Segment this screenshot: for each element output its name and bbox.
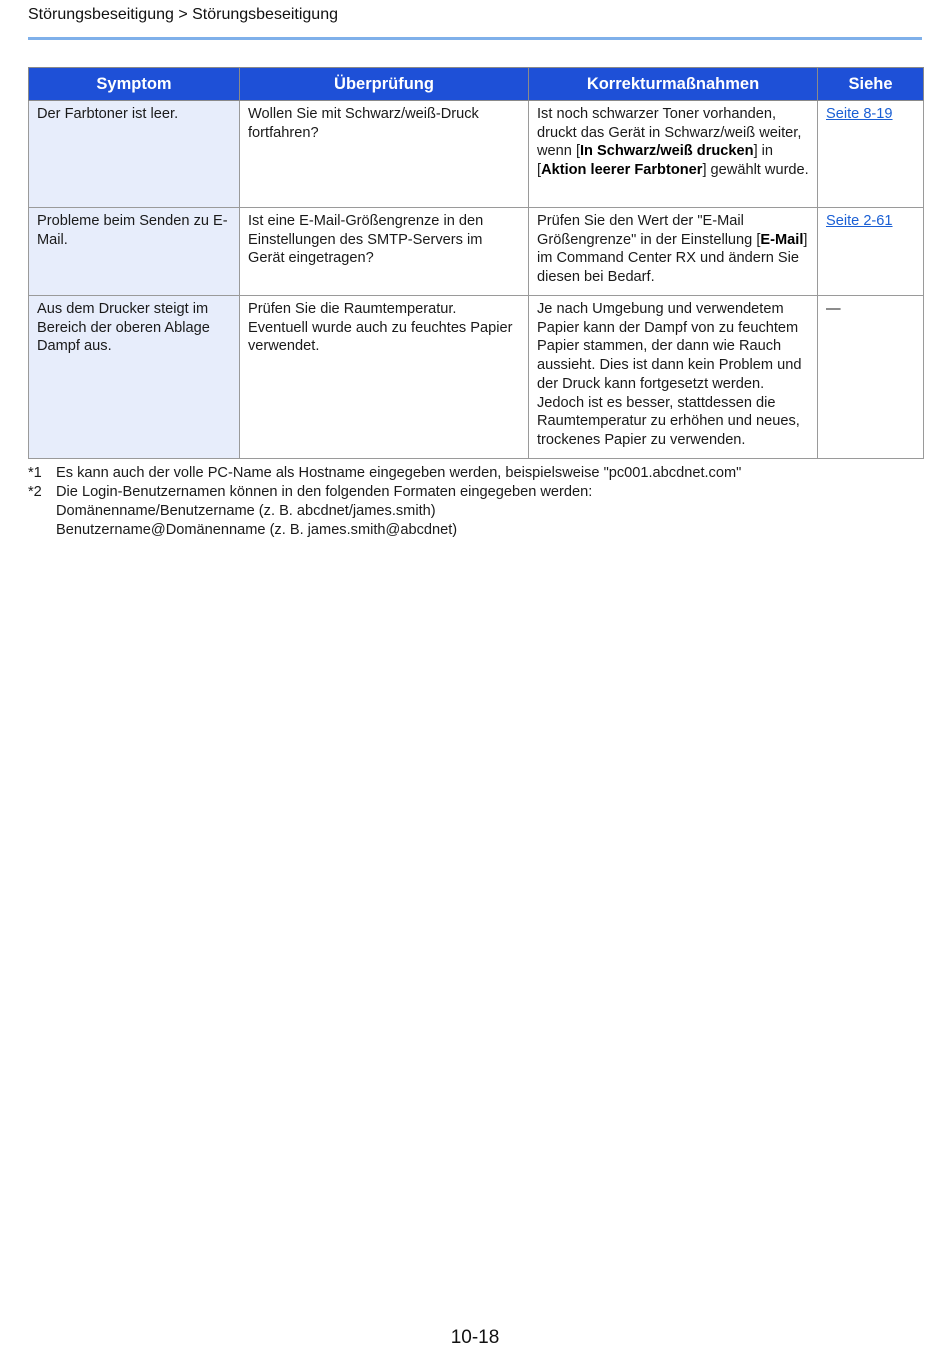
header-fix: Korrekturmaßnahmen [529, 68, 818, 101]
header-rule [28, 37, 922, 40]
see-cell [818, 208, 924, 296]
fix-cell: Je nach Umgebung und verwendetem Papier kann der Dampf von zu feuchtem Papier stammen, der dann wie Rauch aussieht. Dies ist dann kein Problem und der Druck kann fortgesetzt werden. Jedoch ist es besser, stattdessen die Raumtemperatur zu erhöhen und neues, trockenes Papier zu verwenden. [529, 296, 818, 459]
fix-text: Ist noch schwarzer Toner vorhanden, druckt das Gerät in Schwarz/weiß weiter, wenn [ [537, 106, 802, 160]
fix-setting-email: E-Mail [760, 231, 804, 248]
troubleshooting-table [28, 67, 924, 459]
see-page-link[interactable]: Seite 2-61 [826, 213, 893, 229]
check-cell: Wollen Sie mit Schwarz/weiß-Druck fortfahren? [240, 101, 529, 208]
breadcrumb: Störungsbeseitigung > Störungsbeseitigung [28, 6, 338, 23]
table-row [29, 296, 924, 459]
symptom-cell: Der Farbtoner ist leer. [29, 101, 240, 208]
table-row [29, 101, 924, 208]
footnote-mark: *1 [28, 465, 42, 481]
footnote-mark: *2 [28, 484, 42, 500]
fix-text: ] in [ [537, 143, 774, 179]
check-cell: Prüfen Sie die Raumtemperatur. Eventuell wurde auch zu feuchtes Papier verwendet. [240, 296, 529, 459]
fix-cell [529, 208, 818, 296]
footnote-line: Es kann auch der volle PC-Name als Hostname eingegeben werden, beispielsweise "pc001.abcdnet.com" [56, 465, 742, 481]
see-cell [818, 101, 924, 208]
footnote-line: Benutzername@Domänenname (z. B. james.smith@abcdnet) [56, 522, 458, 538]
table-header-row [29, 68, 924, 101]
symptom-cell: Probleme beim Senden zu E-Mail. [29, 208, 240, 296]
see-page-link[interactable]: Seite 8-19 [826, 106, 893, 122]
page-number: 10-18 [450, 1327, 500, 1348]
fix-setting-empty-toner-action: Aktion leerer Farbtoner [541, 162, 703, 179]
header-see: Siehe [818, 68, 924, 101]
fix-cell [529, 101, 818, 208]
footnote-line: Domänenname/Benutzername (z. B. abcdnet/james.smith) [56, 503, 436, 519]
footnote [28, 483, 741, 540]
table-row [29, 208, 924, 296]
footnotes [28, 464, 741, 540]
fix-text: Prüfen Sie den Wert der "E-Mail Größengrenze" in der Einstellung [ [537, 213, 761, 248]
fix-setting-bw-print: In Schwarz/weiß drucken [580, 143, 754, 160]
symptom-cell: Aus dem Drucker steigt im Bereich der oberen Ablage Dampf aus. [29, 296, 240, 459]
fix-text: ] gewählt wurde. [702, 162, 809, 179]
footnote-line: Die Login-Benutzernamen können in den folgenden Formaten eingegeben werden: [56, 484, 593, 500]
fix-text: ] im Command Center RX und ändern Sie diesen bei Bedarf. [537, 231, 808, 286]
header-symptom: Symptom [29, 68, 240, 101]
see-cell: — [818, 296, 924, 459]
footnote [28, 464, 741, 483]
check-cell: Ist eine E-Mail-Größengrenze in den Einstellungen des SMTP-Servers im Gerät eingetragen? [240, 208, 529, 296]
header-check: Überprüfung [240, 68, 529, 101]
